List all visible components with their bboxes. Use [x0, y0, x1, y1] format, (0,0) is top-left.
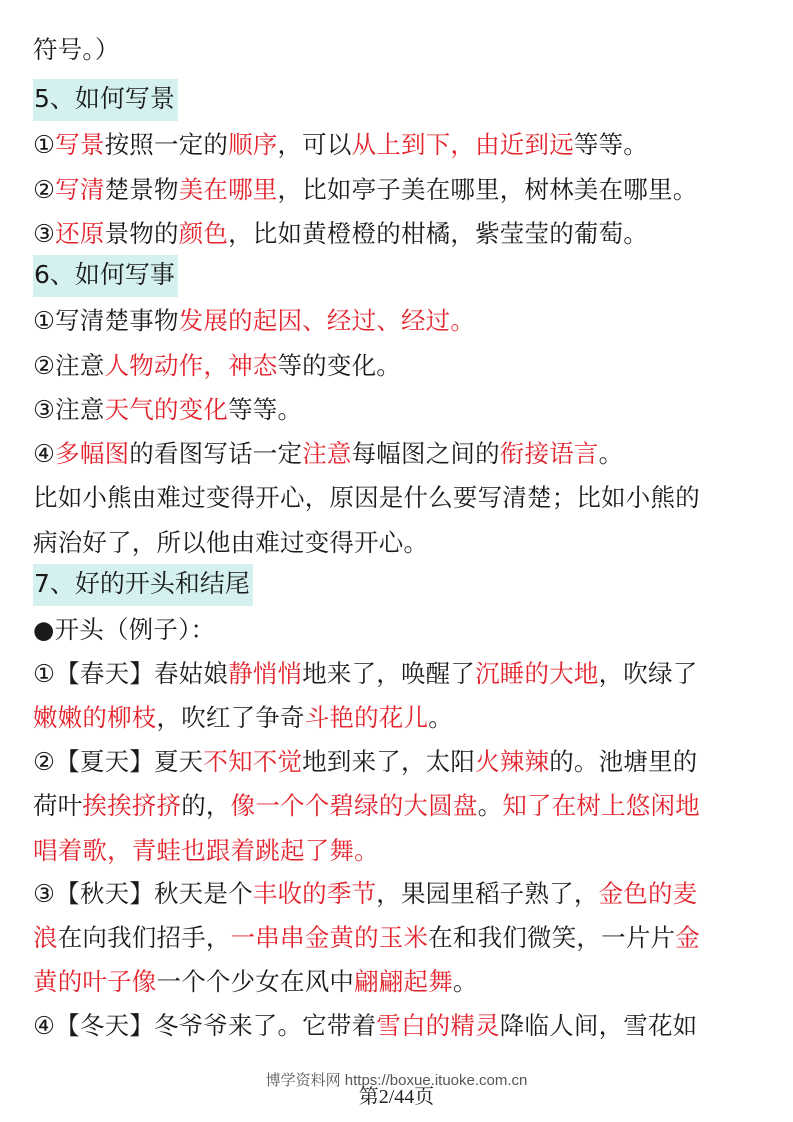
- section-6-line-4: [33, 437, 623, 471]
- highlighted-phrase: 从上到下，由近到远: [351, 130, 574, 159]
- highlighted-phrase: 颜色: [178, 219, 229, 248]
- highlighted-phrase: 火辣辣: [475, 747, 550, 776]
- highlighted-phrase: 顺序: [228, 130, 278, 159]
- highlighted-phrase: 注意: [302, 439, 352, 468]
- text-segment: 楚景物: [104, 175, 179, 204]
- highlighted-phrase: 像一个个碧绿的大圆盘: [230, 791, 478, 820]
- highlighted-phrase: 写清: [55, 175, 105, 204]
- text-segment: ，吹红了争奇: [156, 703, 305, 732]
- text-segment: ，比如亭子美在哪里，树林美在哪里。: [277, 175, 698, 204]
- highlighted-phrase: 黄的叶子像: [33, 967, 157, 996]
- highlighted-phrase: 斗艳的花儿: [304, 703, 429, 732]
- autumn-line-2: [33, 921, 700, 955]
- highlighted-phrase: 静悄悄: [228, 659, 303, 688]
- text-segment: ②: [33, 175, 56, 204]
- highlighted-phrase: 浪: [33, 923, 58, 952]
- text-segment: 等的变化。: [277, 351, 401, 380]
- text-segment: 景物的: [104, 219, 179, 248]
- continuation-text: 符号。）: [33, 35, 120, 64]
- summer-line-2: [33, 789, 700, 823]
- summer-line-3: [33, 834, 379, 868]
- highlighted-phrase: 金: [675, 923, 700, 952]
- winter-line-1: [33, 1009, 697, 1043]
- text-segment: 地到来了，太阳: [302, 747, 476, 776]
- section-6-line-1: [33, 304, 475, 338]
- text-segment: ②注意: [33, 351, 105, 380]
- section-heading-6: 6、如何写事: [33, 255, 178, 297]
- highlighted-phrase: 唱着歌，青蛙也跟着跳起了舞。: [33, 836, 379, 865]
- highlighted-phrase: 衔接语言: [499, 439, 599, 468]
- text-segment: 的，: [181, 791, 231, 820]
- text-segment: 等等。: [573, 130, 649, 159]
- highlighted-phrase: 天气的变化: [104, 395, 229, 424]
- highlighted-phrase: 翩翩起舞: [354, 967, 453, 996]
- text-segment: 降临人间，雪花如: [499, 1011, 698, 1040]
- autumn-line-3: [33, 965, 478, 999]
- highlighted-phrase: 还原: [55, 219, 105, 248]
- highlighted-phrase: 雪白的精灵: [376, 1011, 500, 1040]
- text-segment: ，果园里稻子熟了，: [376, 879, 599, 908]
- section-5-line-3: [33, 217, 648, 251]
- highlighted-phrase: 丰收的季节: [252, 879, 377, 908]
- text-segment: 按照一定的: [104, 130, 229, 159]
- text-segment: ③: [33, 219, 56, 248]
- spring-line-1: [33, 657, 697, 691]
- text-segment: ④【冬天】冬爷爷来了。它带着: [33, 1011, 377, 1040]
- text-segment: 地来了，唤醒了: [302, 659, 476, 688]
- text-segment: ①【春天】春姑娘: [33, 659, 229, 688]
- text-segment: 比如小熊由难过变得开心，原因是什么要写清楚；比如小熊的: [33, 483, 700, 512]
- section-5-line-1: [33, 128, 648, 162]
- highlighted-phrase: 多幅图: [55, 439, 130, 468]
- text-segment: 一个个少女在风中: [156, 967, 355, 996]
- spring-line-2: [33, 701, 453, 735]
- page-number: 第2/44页: [358, 1086, 435, 1108]
- highlighted-phrase: 嫩嫩的柳枝: [33, 703, 157, 732]
- highlighted-phrase: 一串串金黄的玉米: [230, 923, 429, 952]
- summer-line-1: [33, 745, 697, 779]
- text-segment: 每幅图之间的: [351, 439, 500, 468]
- text-segment: 。: [598, 439, 624, 468]
- highlighted-phrase: 写景: [55, 130, 105, 159]
- highlighted-phrase: 沉睡的大地: [475, 659, 599, 688]
- text-segment: 病治好了，所以他由难过变得开心。: [33, 528, 429, 557]
- section-heading-5: 5、如何写景: [33, 79, 178, 121]
- section-6-line-6: [33, 526, 428, 560]
- text-segment: ，比如黄橙橙的柑橘，紫莹莹的葡萄。: [228, 219, 648, 248]
- section-6-line-2: [33, 349, 401, 383]
- text-segment: ①: [33, 130, 56, 159]
- section-6-line-3: [33, 393, 302, 427]
- text-segment: 。: [428, 703, 453, 732]
- section-heading-7: 7、好的开头和结尾: [33, 564, 253, 606]
- text-segment: 等等。: [228, 395, 303, 424]
- text-segment: 。: [477, 791, 503, 820]
- highlighted-phrase: 不知不觉: [203, 747, 303, 776]
- text-segment: 的。池塘里的: [549, 747, 698, 776]
- text-segment: ①写清楚事物: [33, 306, 179, 335]
- highlighted-phrase: 美在哪里: [178, 175, 278, 204]
- highlighted-phrase: 金色的麦: [598, 879, 698, 908]
- section-6-line-5: [33, 481, 700, 515]
- text-segment: 的看图写话一定: [129, 439, 303, 468]
- text-segment: 在和我们微笑，一片片: [428, 923, 676, 952]
- highlighted-phrase: 人物动作，神态: [104, 351, 278, 380]
- highlighted-phrase: 知了在树上悠闲地: [502, 791, 700, 820]
- text-segment: 荷叶: [33, 791, 83, 820]
- text-segment: ④: [33, 439, 56, 468]
- text-segment: 在向我们招手，: [57, 923, 231, 952]
- footer-watermark: 博学资料网 https://boxue.ituoke.com.cn: [265, 1072, 528, 1089]
- highlighted-phrase: 发展的起因、经过、经过。: [178, 306, 476, 335]
- autumn-line-1: [33, 877, 697, 911]
- section-5-line-2: [33, 173, 697, 207]
- bullet-opening-examples: [33, 613, 215, 647]
- text-segment: ，可以: [277, 130, 352, 159]
- text-segment: 。: [452, 967, 478, 996]
- highlighted-phrase: 挨挨挤挤: [82, 791, 182, 820]
- text-segment: ③注意: [33, 395, 105, 424]
- text-segment: ③【秋天】秋天是个: [33, 879, 253, 908]
- text-segment: ，吹绿了: [598, 659, 698, 688]
- text-segment: ●开头（例子）：: [33, 615, 216, 644]
- text-segment: ②【夏天】夏天: [33, 747, 204, 776]
